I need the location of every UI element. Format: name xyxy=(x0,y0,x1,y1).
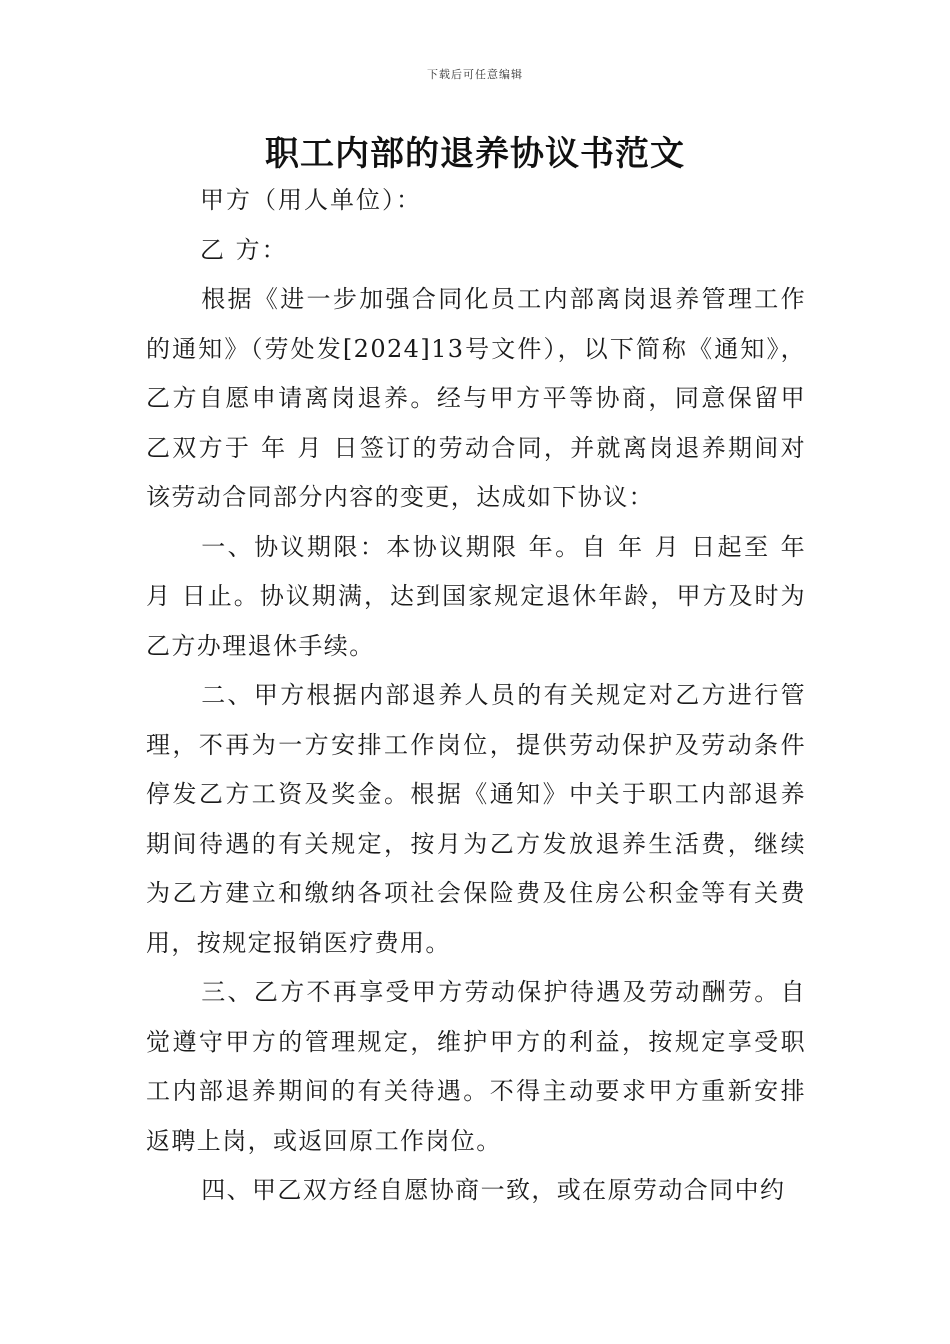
paragraph-clause-4: 四、甲乙双方经自愿协商一致，或在原劳动合同中约 xyxy=(201,1176,786,1204)
paragraph-intro: 根据《进一步加强合同化员工内部离岗退养管理工作的通知》（劳处发[2024]13号文件），以下简称《通知》，乙方自愿申请离岗退养。经与甲方平等协商，同意保留甲乙双方于 年 月 日签订的劳动合同，并就离岗退养期间对该劳动合同部分内容的变更，达成如下协议： xyxy=(146,285,806,511)
document-title: 职工内部的退养协议书范文 xyxy=(265,134,685,174)
party-a-line: 甲方（用人单位）： xyxy=(200,186,422,214)
paragraph-clause-2: 二、甲方根据内部退养人员的有关规定对乙方进行管理，不再为一方安排工作岗位，提供劳动保护及劳动条件停发乙方工资及奖金。根据《通知》中关于职工内部退养期间待遇的有关规定，按月为乙方发放退养生活费，继续为乙方建立和缴纳各项社会保险费及住房公积金等有关费用，按规定报销医疗费用。 xyxy=(146,681,806,957)
paragraph-clause-1: 一、协议期限：本协议期限 年。自 年 月 日起至 年 月 日止。协议期满，达到国家规定退休年龄，甲方及时为乙方办理退休手续。 xyxy=(146,532,806,660)
paragraph-clause-3: 三、乙方不再享受甲方劳动保护待遇及劳动酬劳。自觉遵守甲方的管理规定，维护甲方的利益，按规定享受职工内部退养期间的有关待遇。不得主动要求甲方重新安排返聘上岗，或返回原工作岗位。 xyxy=(146,978,806,1155)
header-note: 下载后可任意编辑 xyxy=(427,68,523,81)
agreement-body xyxy=(146,275,806,1216)
party-b-line: 乙 方： xyxy=(200,236,288,264)
